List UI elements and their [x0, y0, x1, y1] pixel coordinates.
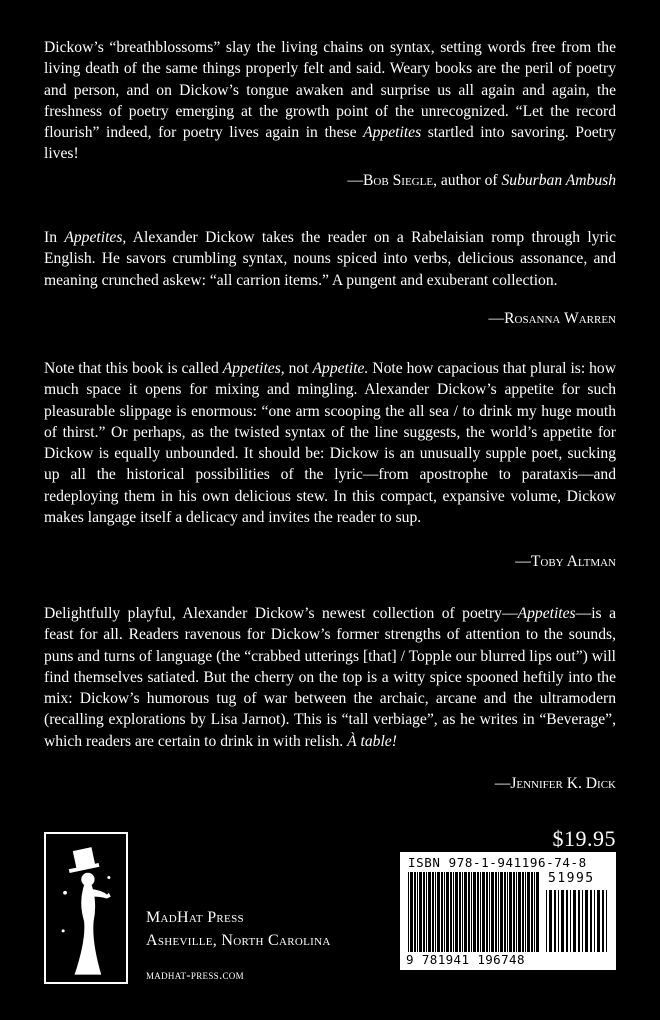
barcode-bar: [437, 872, 440, 952]
barcode-bar: [432, 872, 434, 952]
barcode-bar: [522, 872, 524, 952]
barcode-bar: [527, 872, 530, 952]
barcode-bar: [561, 890, 564, 952]
barcode-bar: [507, 872, 508, 952]
barcode-bar: [480, 872, 481, 952]
blurb-3-text: Note how capacious that plural is: how much space it opens for mixing and mingling. Alexander Dickow’s appetite for such pleasurable slippage is enormous: “one arm scooping the all sea / to drink my huge mouth of thirst.” Or perhaps, as the twisted syntax of the line suggests, the world’s appetite for Dickow is equally unbounded. It should be: Dickow is an unusually supple poet, sucking up all the historical possibilities of the lyric—from apostrophe to parataxis—and redeploying them in his own delicious stew. In this compact, expansive volume, Dickow makes langage itself a delicacy and invites the reader to sup.: [44, 360, 616, 527]
blurb-2-text: Alexander Dickow takes the reader on a Rabelaisian romp through lyric English. He savors crumbling syntax, nouns spiced into verbs, delicious assonance, and meaning crunched askew: “all carrion items.” A pungent and exuberant collection.: [44, 229, 616, 289]
barcode-bar: [444, 872, 445, 952]
attribution-2: [489, 310, 616, 328]
barcode-bar: [549, 890, 552, 952]
barcode-bar: [455, 872, 458, 952]
attribution-2-name: —Rosanna Warren: [488, 310, 616, 327]
barcode-bar: [582, 890, 583, 952]
publisher-info: [146, 906, 331, 986]
blurb-3: [44, 358, 616, 528]
barcode-bar: [464, 872, 467, 952]
barcode-bar: [594, 890, 595, 952]
madhat-logo-icon: [44, 832, 128, 984]
barcode-bar: [414, 872, 416, 952]
blurb-1-text-end: startled into savoring. Poetry lives!: [44, 124, 617, 163]
barcode-bar: [606, 890, 607, 952]
publisher-url: madhat-press.com: [146, 967, 244, 982]
barcode-bar: [590, 890, 592, 952]
blurb-4-text: —is a feast for all. Readers ravenous for Dickow’s former strengths of attention to the sounds, puns and turns of language (the “crabbed utterings [that] / Topple our blurred lips out”) will find themselves satiated. But the cherry on the top is a witty spice spooned heftily into the mix: Dickow’s humorous tug of war between the archaic, arcane and the ultramodern (recalling explorations by Lisa Jarnot). This is “tall verbiage”, as he writes in “Beverage”, which readers are certain to drink in with relish.: [44, 605, 616, 750]
barcode-bar: [578, 890, 580, 952]
barcode-bar: [462, 872, 463, 952]
barcode-bar: [473, 872, 476, 952]
publisher-location: Asheville, North Carolina: [146, 932, 331, 949]
barcode-bar: [518, 872, 521, 952]
barcode-bar: [446, 872, 449, 952]
attribution-1-name: —Bob Siegle: [347, 172, 434, 189]
barcode-bar: [428, 872, 431, 952]
blurb-3-text-mid: not: [284, 360, 313, 377]
barcode-bar: [531, 872, 533, 952]
attribution-3: [515, 553, 616, 571]
barcode-bar: [597, 890, 600, 952]
blurb-4: [44, 603, 616, 752]
barcode-bar: [450, 872, 452, 952]
barcode-bar: [602, 890, 604, 952]
blurb-1-text: Dickow’s “breathblossoms” slay the living chains on syntax, setting words free from the living death of the same things properly felt and said. Weary books are the peril of poetry and person, and on Dickow’s tongue awaken and surprise us all again and again, the freshness of poetry emerging at the growth point of the unrecognized. “Let the record flourish” indeed, for poetry lives again in these: [44, 39, 616, 142]
attribution-3-name: —Toby Altman: [515, 553, 616, 570]
publisher-name: MadHat Press: [146, 909, 244, 926]
blurb-3-italic-2: Appetite.: [312, 360, 369, 377]
barcode-bar: [558, 890, 559, 952]
barcode-bar: [498, 872, 499, 952]
attribution-1-work: Suburban Ambush: [501, 172, 616, 189]
barcode-bar: [408, 872, 409, 952]
barcode-bar: [525, 872, 526, 952]
barcode-bar: [426, 872, 427, 952]
blurb-4-italic: Appetites: [517, 605, 576, 622]
barcode-bar: [504, 872, 506, 952]
barcode-bar: [419, 872, 422, 952]
barcode-bar: [453, 872, 454, 952]
barcode-bar: [491, 872, 494, 952]
price: $19.95: [552, 826, 616, 851]
barcode-bar: [554, 890, 556, 952]
blurb-4-italic-end: À table!: [347, 732, 397, 750]
blurb-1: [44, 37, 616, 165]
barcode-bar: [471, 872, 472, 952]
blurb-2: [44, 227, 616, 291]
blurb-2-text-start: In: [44, 229, 65, 246]
barcode-bar: [410, 872, 413, 952]
barcode-bar: [534, 872, 535, 952]
attribution-4-name: —Jennifer K. Dick: [494, 775, 616, 792]
isbn-addon: 51995: [548, 871, 595, 886]
blurb-1-italic: Appetites: [363, 124, 422, 142]
attribution-1-middle: , author of: [433, 172, 502, 189]
blurb-4-text-start: Delightfully playful, Alexander Dickow’s newest collection of poetry—: [44, 605, 518, 622]
attribution-4: [495, 775, 616, 793]
barcode-bar: [546, 890, 547, 952]
barcode-bar: [459, 872, 461, 952]
barcode-bar: [417, 872, 418, 952]
barcode-bar: [513, 872, 515, 952]
barcode-bar: [477, 872, 479, 952]
barcode-bar: [435, 872, 436, 952]
barcode-addon-bars: [546, 890, 608, 952]
barcode-bar: [516, 872, 517, 952]
barcode-bar: [468, 872, 470, 952]
barcode-bar: [482, 872, 485, 952]
barcode-bar: [566, 890, 568, 952]
isbn-ean: 9 781941 196748: [406, 952, 525, 967]
barcode-bar: [500, 872, 503, 952]
barcode-bar: [573, 890, 576, 952]
blurb-3-italic: Appetites,: [222, 360, 285, 377]
barcode-bar: [441, 872, 443, 952]
barcode-bar: [509, 872, 512, 952]
barcode-bar: [495, 872, 497, 952]
barcode-bar: [585, 890, 588, 952]
blurb-3-text-start: Note that this book is called: [44, 360, 223, 377]
barcode-bar: [486, 872, 488, 952]
isbn-barcode: [400, 852, 616, 970]
isbn-label: ISBN 978-1-941196-74-8: [408, 855, 587, 870]
barcode-main-bars: [408, 872, 540, 952]
barcode-bar: [423, 872, 425, 952]
barcode-bar: [570, 890, 571, 952]
madhat-logo-drawing: [46, 834, 126, 982]
barcode-bar: [489, 872, 490, 952]
attribution-1: [347, 172, 616, 190]
barcode-bar: [536, 872, 539, 952]
blurb-2-italic: Appetites,: [64, 229, 127, 246]
